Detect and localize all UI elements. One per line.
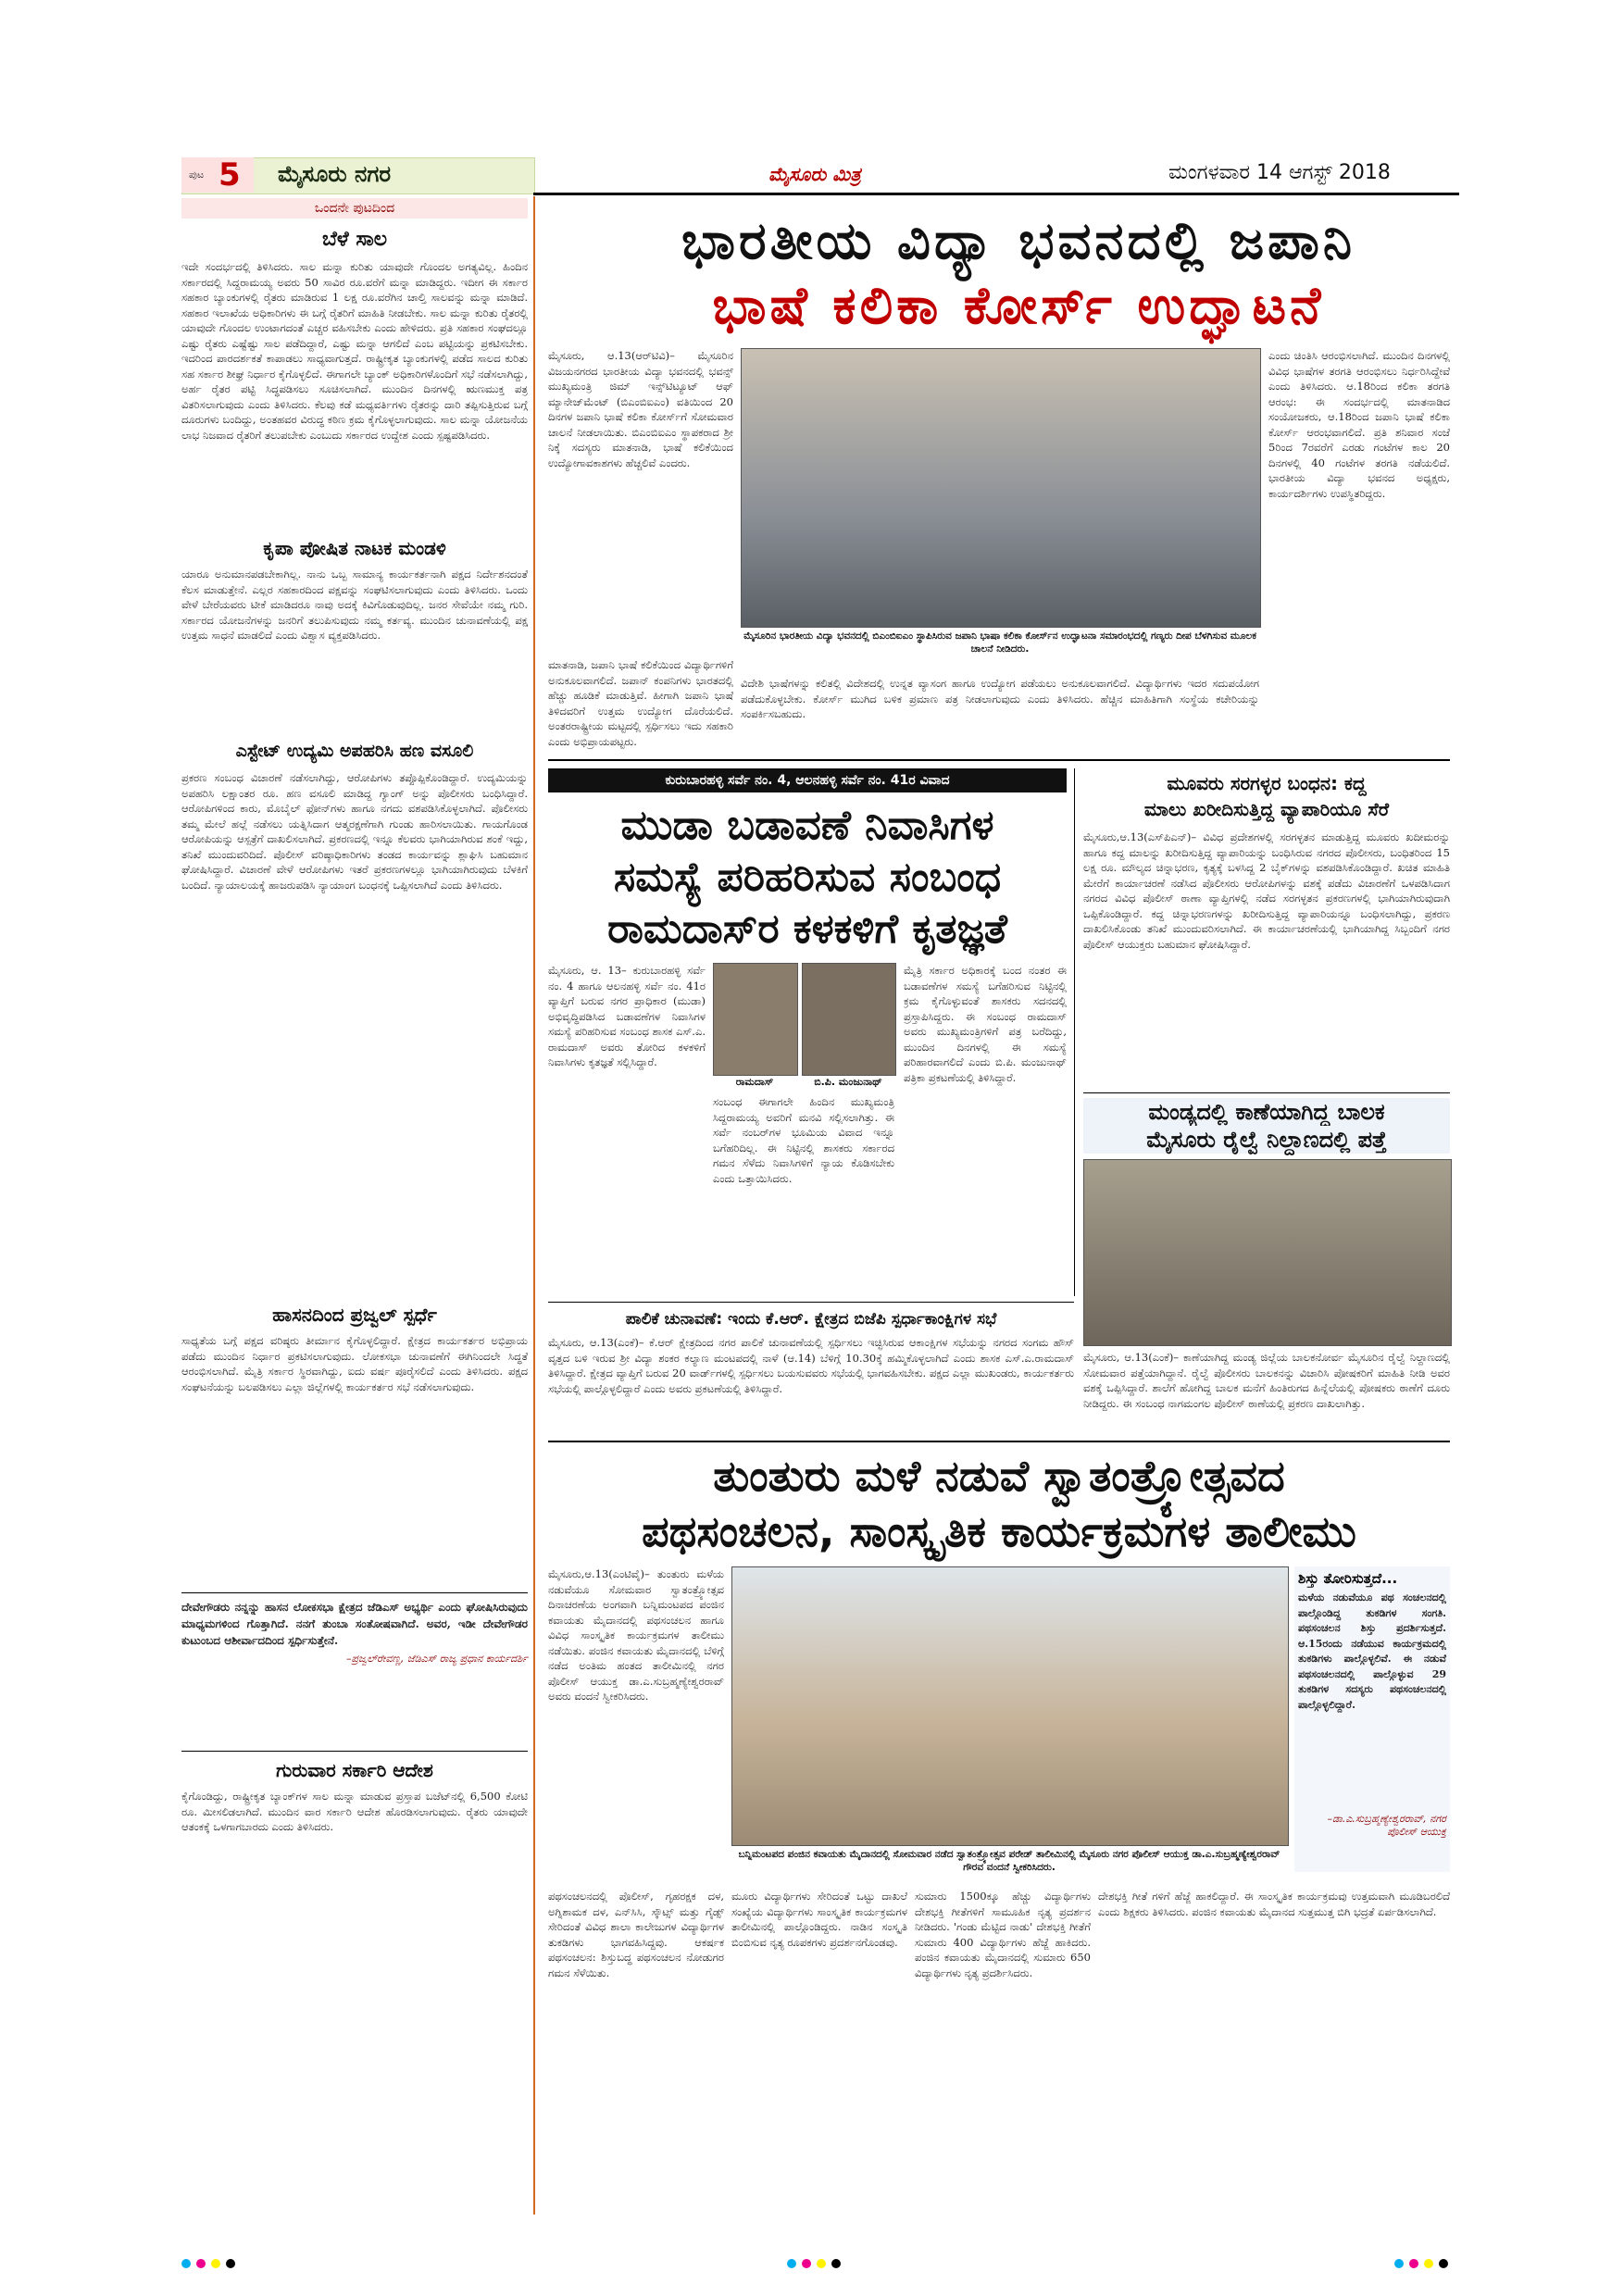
parade-body-col4: ಸುಮಾರು 1500ಕ್ಕೂ ಹೆಚ್ಚು ವಿದ್ಯಾರ್ಥಿಗಳು ದೇಶಭಕ್ತಿ ಗೀತೆಗಳಿಗೆ ಸಾಮೂಹಿಕ ನೃತ್ಯ ಪ್ರದರ್ಶನ ನೀಡಿದರು. 'ಗಂಡು ಮೆಟ್ಟಿದ ನಾಡು' ದೇಶಭಕ್ತಿ ಗೀತೆಗೆ ಸುಮಾರು 400 ವಿದ್ಯಾರ್ಥಿಗಳು ಹೆಜ್ಜೆ ಹಾಕಿದರು. ಪಂಜಿನ ಕವಾಯತು ಮೈದಾನದಲ್ಲಿ ಸುಮಾರು 650 ವಿದ್ಯಾರ್ಥಿಗಳು ನೃತ್ಯ ಪ್ರದರ್ಶಿಸಿದರು.: [915, 1890, 1091, 1979]
parade-sidebar-sign: –ಡಾ.ಎ.ಸುಬ್ರಹ್ಮಣ್ಯೇಶ್ವರರಾವ್, ನಗರ ಪೊಲೀಸ್ ಆಯುಕ್ತ: [1327, 1813, 1446, 1838]
story-body-estate: ಪ್ರಕರಣ ಸಂಬಂಧ ವಿಚಾರಣೆ ನಡೆಸಲಾಗಿದ್ದು, ಆರೋಪಿಗಳು ತಪ್ಪೊಪ್ಪಿಕೊಂಡಿದ್ದಾರೆ. ಉದ್ಯಮಿಯನ್ನು ಅಪಹರಿಸಿ ಲಕ್ಷಾಂತರ ರೂ. ಹಣ ವಸೂಲಿ ಮಾಡಿದ್ದ ಗ್ಯಾಂಗ್ ಅನ್ನು ಪೊಲೀಸರು ಬಂಧಿಸಿದ್ದಾರೆ. ಆರೋಪಿಗಳಿಂದ ಕಾರು, ಮೊಬೈಲ್ ಫೋನ್‌ಗಳು ಹಾಗೂ ನಗದು ವಶಪಡಿಸಿಕೊಳ್ಳಲಾಗಿದೆ. ಪೊಲೀಸರು ತಮ್ಮ ಮೇಲೆ ಹಲ್ಲೆ ನಡೆಸಲು ಯತ್ನಿಸಿದಾಗ ಆತ್ಮರಕ್ಷಣೆಗಾಗಿ ಗುಂಡು ಹಾರಿಸಲಾಯಿತು. ಗಾಯಗೊಂಡ ಆರೋಪಿಯನ್ನು ಆಸ್ಪತ್ರೆಗೆ ದಾಖಲಿಸಲಾಗಿದೆ. ಪ್ರಕರಣದಲ್ಲಿ ಇನ್ನೂ ಕೆಲವರು ಭಾಗಿಯಾಗಿರುವ ಶಂಕೆ ಇದ್ದು, ತನಿಖೆ ಮುಂದುವರಿದಿದೆ. ಪೊಲೀಸ್ ವರಿಷ್ಠಾಧಿಕಾರಿಗಳು ತಂಡದ ಕಾರ್ಯವನ್ನು ಶ್ಲಾಘಿಸಿ ಬಹುಮಾನ ಘೋಷಿಸಿದ್ದಾರೆ. ವಿಚಾರಣೆ ವೇಳೆ ಆರೋಪಿಗಳು ಇತರೆ ಪ್ರಕರಣಗಳಲ್ಲೂ ಭಾಗಿಯಾಗಿರುವುದು ಬೆಳಕಿಗೆ ಬಂದಿದೆ. ನ್ಯಾಯಾಲಯಕ್ಕೆ ಹಾಜರುಪಡಿಸಿ ನ್ಯಾಯಾಂಗ ಬಂಧನಕ್ಕೆ ಒಪ್ಪಿಸಲಾಗಿದೆ ಎಂದು ತಿಳಿಸಿದರು.: [181, 771, 528, 892]
muda-kicker: ಕುರುಬಾರಹಳ್ಳಿ ಸರ್ವೆ ನಂ. 4, ಆಲನಹಳ್ಳಿ ಸರ್ವೆ ನಂ. 41ರ ವಿವಾದ: [548, 768, 1067, 792]
issue-date: ಮಂಗಳವಾರ 14 ಆಗಸ್ಟ್ 2018: [1168, 161, 1391, 184]
story-title-bele-saala: ಬೆಳೆ ಸಾಲ: [321, 228, 388, 251]
boy-headline-line2: ಮೈಸೂರು ರೈಲ್ವೆ ನಿಲ್ದಾಣದಲ್ಲಿ ಪತ್ತೆ: [1083, 1126, 1450, 1154]
story-title-prajwal: ಹಾಸನದಿಂದ ಪ್ರಜ್ವಲ್ ಸ್ಪರ್ಧೆ: [272, 1304, 437, 1326]
ramadas-photo-label: ರಾಮದಾಸ್: [735, 1076, 774, 1088]
story-body-government-order: ಕೈಗೊಂಡಿದ್ದು, ರಾಷ್ಟ್ರೀಕೃತ ಬ್ಯಾಂಕ್‌ಗಳ ಸಾಲ ಮನ್ನಾ ಮಾಡುವ ಪ್ರಸ್ತಾಪ ಬಜೆಟ್‌ನಲ್ಲಿ 6,500 ಕೋಟಿ ರೂ. ಮೀಸಲಿಡಲಾಗಿದೆ. ಮುಂದಿನ ವಾರ ಸರ್ಕಾರಿ ಆದೇಶ ಹೊರಡಿಸಲಾಗುವುದು. ರೈತರು ಯಾವುದೇ ಆತಂಕಕ್ಕೆ ಒಳಗಾಗಬಾರದು ಎಂದು ತಿಳಿಸಿದರು.: [181, 1790, 528, 1833]
story-title-nataka: ಕೃಪಾ ಪೋಷಿತ ನಾಟಕ ಮಂಡಳಿ: [263, 537, 446, 559]
boy-body: ಮೈಸೂರು, ಆ.13(ಎಂಕೆ)– ಕಾಣೆಯಾಗಿದ್ದ ಮಂಡ್ಯ ಜಿಲ್ಲೆಯ ಬಾಲಕನೋರ್ವ ಮೈಸೂರಿನ ರೈಲ್ವೆ ನಿಲ್ದಾಣದಲ್ಲಿ ಸೋಮವಾರ ಪತ್ತೆಯಾಗಿದ್ದಾನೆ. ರೈಲ್ವೆ ಪೊಲೀಸರು ಬಾಲಕನನ್ನು ವಿಚಾರಿಸಿ ಪೋಷಕರಿಗೆ ಮಾಹಿತಿ ನೀಡಿ ಅವರ ವಶಕ್ಕೆ ಒಪ್ಪಿಸಿದ್ದಾರೆ. ಶಾಲೆಗೆ ಹೋಗಿದ್ದ ಬಾಲಕ ಮನೆಗೆ ಹಿಂತಿರುಗದ ಹಿನ್ನೆಲೆಯಲ್ಲಿ ಪೋಷಕರು ಠಾಣೆಗೆ ದೂರು ನೀಡಿದ್ದರು. ಈ ಸಂಬಂಧ ನಾಗಮಂಗಲ ಪೊಲೀಸ್ ಠಾಣೆಯಲ್ಲಿ ಪ್ರಕರಣ ದಾಖಲಾಗಿತ್ತು.: [1083, 1351, 1450, 1410]
registration-dot-yellow-right: [1424, 2259, 1433, 2268]
registration-dot-yellow-mid: [817, 2259, 826, 2268]
quote-text: ದೇವೇಗೌಡರು ನನ್ನನ್ನು ಹಾಸನ ಲೋಕಸಭಾ ಕ್ಷೇತ್ರದ ಜೆಡಿಎಸ್ ಅಭ್ಯರ್ಥಿ ಎಂದು ಘೋಷಿಸಿರುವುದು ಮಾಧ್ಯಮಗಳಿಂದ ಗೊತ್ತಾಗಿದೆ. ನನಗೆ ತುಂಬಾ ಸಂತೋಷವಾಗಿದೆ. ಅವರ, ಇಡೀ ದೇವೇಗೌಡರ ಕುಟುಂಬದ ಆಶೀರ್ವಾದದಿಂದ ಸ್ಪರ್ಧಿಸುತ್ತೇನೆ.: [181, 1601, 528, 1647]
bjp-top-rule: [548, 1302, 1074, 1303]
parade-sidebar: [1294, 1566, 1450, 1872]
muda-headline-line2: ಸಮಸ್ಯೆ ಪರಿಹರಿಸುವ ಸಂಬಂಧ: [613, 854, 1002, 901]
registration-dot-yellow: [211, 2259, 220, 2268]
parade-sidebar-title: ಶಿಸ್ತು ತೋರಿಸುತ್ತದೆ...: [1298, 1570, 1398, 1587]
story-body-nataka: ಯಾರೂ ಅನುಮಾನಪಡಬೇಕಾಗಿಲ್ಲ. ನಾನು ಒಬ್ಬ ಸಾಮಾನ್ಯ ಕಾರ್ಯಕರ್ತನಾಗಿ ಪಕ್ಷದ ನಿರ್ದೇಶನದಂತೆ ಕೆಲಸ ಮಾಡುತ್ತೇನೆ. ಎಲ್ಲರ ಸಹಕಾರದಿಂದ ಪಕ್ಷವನ್ನು ಸಂಘಟಿಸಲಾಗುವುದು ಎಂದು ತಿಳಿಸಿದರು. ಒಂದು ವೇಳೆ ಬೇರೆಯವರು ಟೀಕೆ ಮಾಡಿದರೂ ನಾವು ಅದಕ್ಕೆ ಕಿವಿಗೊಡುವುದಿಲ್ಲ. ಜನರ ಸೇವೆಯೇ ನಮ್ಮ ಗುರಿ. ಸರ್ಕಾರದ ಯೋಜನೆಗಳನ್ನು ಜನರಿಗೆ ತಲುಪಿಸುವುದು ನಮ್ಮ ಕರ್ತವ್ಯ. ಮುಂದಿನ ಚುನಾವಣೆಯಲ್ಲಿ ಪಕ್ಷ ಉತ್ತಮ ಸಾಧನೆ ಮಾಡಲಿದೆ ಎಂದು ವಿಶ್ವಾಸ ವ್ಯಕ್ತಪಡಿಸಿದರು.: [181, 568, 528, 642]
section-title: ಮೈಸೂರು ನಗರ: [278, 161, 392, 187]
parade-sidebar-body: ಮಳೆಯ ನಡುವೆಯೂ ಪಥ ಸಂಚಲನದಲ್ಲಿ ಪಾಲ್ಗೊಂಡಿದ್ದ ತುಕಡಿಗಳ ಸಂಗತಿ. ಪಥಸಂಚಲನ ಶಿಸ್ತು ಪ್ರದರ್ಶಿಸುತ್ತದೆ. ಆ.15ರಂದು ನಡೆಯುವ ಕಾರ್ಯಕ್ರಮದಲ್ಲಿ ತುಕಡಿಗಳು ಪಾಲ್ಗೊಳ್ಳಲಿವೆ. ಈ ನಡುವೆ ಪಥಸಂಚಲನದಲ್ಲಿ ಪಾಲ್ಗೊಳ್ಳುವ 29 ತುಕಡಿಗಳ ಸದಸ್ಯರು ಪಥಸಂಚಲನದಲ್ಲಿ ಪಾಲ್ಗೊಳ್ಳಲಿದ್ದಾರೆ.: [1298, 1591, 1446, 1711]
muda-body-col1: ಮೈಸೂರು, ಆ. 13– ಕುರುಬಾರಹಳ್ಳಿ ಸರ್ವೆ ನಂ. 4 ಹಾಗೂ ಆಲನಹಳ್ಳಿ ಸರ್ವೆ ನಂ. 41ರ ವ್ಯಾಪ್ತಿಗೆ ಬರುವ ನಗರ ಪ್ರಾಧಿಕಾರ (ಮುಡಾ) ಅಭಿವೃದ್ಧಿಪಡಿಸಿದ ಬಡಾವಣೆಗಳ ನಿವಾಸಿಗಳ ಸಮಸ್ಯೆ ಪರಿಹರಿಸುವ ಸಂಬಂಧ ಶಾಸಕ ಎಸ್.ಎ. ರಾಮದಾಸ್ ಅವರು ತೋರಿದ ಕಳಕಳಿಗೆ ನಿವಾಸಿಗಳು ಕೃತಜ್ಞತೆ ಸಲ್ಲಿಸಿದ್ದಾರೆ.: [548, 964, 706, 1068]
continued-label: ಒಂದನೇ ಪುಟದಿಂದ: [181, 198, 528, 218]
parade-photo: [731, 1566, 1289, 1846]
page-label: ಪುಟ: [189, 168, 205, 181]
story-title-estate: ಎಸ್ಟೇಟ್ ಉದ್ಯಮಿ ಅಪಹರಿಸಿ ಹಣ ವಸೂಲಿ: [235, 741, 474, 761]
muda-divider: [1074, 768, 1075, 1296]
story-body-bele-saala: ಇದೇ ಸಂದರ್ಭದಲ್ಲಿ ತಿಳಿಸಿದರು. ಸಾಲ ಮನ್ನಾ ಕುರಿತು ಯಾವುದೇ ಗೊಂದಲ ಅಗತ್ಯವಿಲ್ಲ. ಹಿಂದಿನ ಸರ್ಕಾರದಲ್ಲಿ ಸಿದ್ದರಾಮಯ್ಯ ಅವರು 50 ಸಾವಿರ ರೂ.ವರೆಗೆ ಮನ್ನಾ ಮಾಡಿದ್ದರು. ಇದೀಗ ಈ ಸರ್ಕಾರ ಸಹಕಾರ ಬ್ಯಾಂಕುಗಳಲ್ಲಿ ರೈತರು ಮಾಡಿರುವ 1 ಲಕ್ಷ ರೂ.ವರೆಗಿನ ಚಾಲ್ತಿ ಸಾಲವನ್ನು ಮನ್ನಾ ಮಾಡಿದೆ. ಸಹಕಾರ ಇಲಾಖೆಯ ಅಧಿಕಾರಿಗಳು ಈ ಬಗ್ಗೆ ರೈತರಿಗೆ ಮಾಹಿತಿ ನೀಡಬೇಕು. ಸಾಲ ಮನ್ನಾ ಕುರಿತು ರೈತರಲ್ಲಿ ಯಾವುದೇ ಗೊಂದಲ ಉಂಟಾಗದಂತೆ ಎಚ್ಚರ ವಹಿಸಬೇಕು ಎಂದು ಹೇಳಿದರು. ಪ್ರತಿ ಸಹಕಾರ ಸಂಘದಲ್ಲೂ ಎಷ್ಟು ರೈತರು ಎಷ್ಟೆಷ್ಟು ಸಾಲ ಪಡೆದಿದ್ದಾರೆ, ಎಷ್ಟು ಮನ್ನಾ ಆಗಲಿದೆ ಎಂಬ ಪಟ್ಟಿಯನ್ನು ಪ್ರಕಟಿಸಬೇಕು. ಇದರಿಂದ ಪಾರದರ್ಶಕತೆ ಕಾಪಾಡಲು ಸಾಧ್ಯವಾಗುತ್ತದೆ. ರಾಷ್ಟ್ರೀಕೃತ ಬ್ಯಾಂಕುಗಳಲ್ಲಿ ಪಡೆದ ಸಾಲದ ಕುರಿತು ಸಹ ಸರ್ಕಾರ ಶೀಘ್ರ ನಿರ್ಧಾರ ಕೈಗೊಳ್ಳಲಿದೆ. ಈಗಾಗಲೇ ಬ್ಯಾಂಕ್ ಅಧಿಕಾರಿಗಳೊಂದಿಗೆ ಸಭೆ ನಡೆಸಲಾಗಿದ್ದು, ಅರ್ಹ ರೈತರ ಪಟ್ಟಿ ಸಿದ್ಧಪಡಿಸಲು ಸೂಚಿಸಲಾಗಿದೆ. ಮುಂದಿನ ದಿನಗಳಲ್ಲಿ ಋಣಮುಕ್ತ ಪತ್ರ ವಿತರಿಸಲಾಗುವುದು ಎಂದು ತಿಳಿಸಿದರು. ಕೆಲವು ಕಡೆ ಮಧ್ಯವರ್ತಿಗಳು ರೈತರನ್ನು ದಾರಿ ತಪ್ಪಿಸುತ್ತಿರುವ ಬಗ್ಗೆ ದೂರುಗಳು ಬಂದಿದ್ದು, ಅಂತಹವರ ವಿರುದ್ಧ ಕಠಿಣ ಕ್ರಮ ಕೈಗೊಳ್ಳಲಾಗುವುದು. ಸಾಲ ಮನ್ನಾ ಯೋಜನೆಯ ಲಾಭ ನಿಜವಾದ ರೈತರಿಗೆ ತಲುಪಬೇಕು ಎಂಬುದು ಸರ್ಕಾರದ ಉದ್ದೇಶ ಎಂದು ಸ್ಪಷ್ಟಪಡಿಸಿದರು.: [181, 260, 528, 442]
registration-dot-magenta-right: [1409, 2259, 1418, 2268]
parade-body-col2: ಪಥಸಂಚಲನದಲ್ಲಿ ಪೊಲೀಸ್, ಗೃಹರಕ್ಷಕ ದಳ, ಅಗ್ನಿಶಾಮಕ ದಳ, ಎನ್‌ಸಿಸಿ, ಸ್ಕೌಟ್ಸ್ ಮತ್ತು ಗೈಡ್ಸ್ ಸೇರಿದಂತೆ ವಿವಿಧ ಶಾಲಾ ಕಾಲೇಜುಗಳ ವಿದ್ಯಾರ್ಥಿಗಳ ತುಕಡಿಗಳು ಭಾಗವಹಿಸಿದ್ದವು. ಆಕರ್ಷಕ ಪಥಸಂಚಲನ: ಶಿಸ್ತುಬದ್ಧ ಪಥಸಂಚಲನ ನೋಡುಗರ ಗಮನ ಸೆಳೆಯಿತು.: [548, 1890, 724, 1979]
parade-top-rule: [548, 1441, 1450, 1442]
top-story-col3: ಎಂದು ಚಿಂತಿಸಿ ಆರಂಭಿಸಲಾಗಿದೆ. ಮುಂದಿನ ದಿನಗಳಲ್ಲಿ ವಿವಿಧ ಭಾಷೆಗಳ ತರಗತಿ ಆರಂಭಿಸಲು ನಿರ್ಧರಿಸಿದ್ದೇವೆ ಎಂದು ತಿಳಿಸಿದರು. ಆ.18ರಿಂದ ಕಲಿಕಾ ತರಗತಿ ಆರಂಭ: ಈ ಸಂದರ್ಭದಲ್ಲಿ ಮಾತನಾಡಿದ ಸಂಯೋಜಕರು, ಆ.18ರಿಂದ ಜಪಾನಿ ಭಾಷೆ ಕಲಿಕಾ ಕೋರ್ಸ್ ಆರಂಭವಾಗಲಿದೆ. ಪ್ರತಿ ಶನಿವಾರ ಸಂಜೆ 5ರಿಂದ 7ರವರೆಗೆ ಎರಡು ಗಂಟೆಗಳ ಕಾಲ 20 ದಿನಗಳಲ್ಲಿ 40 ಗಂಟೆಗಳ ತರಗತಿ ನಡೆಯಲಿದೆ. ಭಾರತೀಯ ವಿದ್ಯಾ ಭವನದ ಅಧ್ಯಕ್ಷರು, ಕಾರ್ಯದರ್ಶಿಗಳು ಉಪಸ್ಥಿತರಿದ್ದರು.: [1268, 349, 1450, 500]
arrest-body: ಮೈಸೂರು,ಆ.13(ಎಸ್‌ಪಿಎನ್)– ವಿವಿಧ ಪ್ರದೇಶಗಳಲ್ಲಿ ಸರಗಳ್ಳತನ ಮಾಡುತ್ತಿದ್ದ ಮೂವರು ಖದೀಮರನ್ನು ಹಾಗೂ ಕದ್ದ ಮಾಲನ್ನು ಖರೀದಿಸುತ್ತಿದ್ದ ವ್ಯಾಪಾರಿಯನ್ನು ಬಂಧಿಸಿರುವ ನಗರದ ಪೊಲೀಸರು, ಬಂಧಿತರಿಂದ 15 ಲಕ್ಷ ರೂ. ಮೌಲ್ಯದ ಚಿನ್ನಾಭರಣ, ಕೃತ್ಯಕ್ಕೆ ಬಳಸಿದ್ದ 2 ಬೈಕ್‌ಗಳನ್ನು ವಶಪಡಿಸಿಕೊಂಡಿದ್ದಾರೆ. ಖಚಿತ ಮಾಹಿತಿ ಮೇರೆಗೆ ಕಾರ್ಯಾಚರಣೆ ನಡೆಸಿದ ಪೊಲೀಸರು ಆರೋಪಿಗಳನ್ನು ವಶಕ್ಕೆ ಪಡೆದು ವಿಚಾರಣೆಗೆ ಒಳಪಡಿಸಿದಾಗ ನಗರದ ವಿವಿಧ ಪೊಲೀಸ್ ಠಾಣಾ ವ್ಯಾಪ್ತಿಗಳಲ್ಲಿ ನಡೆದ ಸರಗಳ್ಳತನ ಪ್ರಕರಣಗಳಲ್ಲಿ ಭಾಗಿಯಾಗಿರುವುದಾಗಿ ಒಪ್ಪಿಕೊಂಡಿದ್ದಾರೆ. ಕದ್ದ ಚಿನ್ನಾಭರಣಗಳನ್ನು ಖರೀದಿಸುತ್ತಿದ್ದ ವ್ಯಾಪಾರಿಯನ್ನೂ ಬಂಧಿಸಲಾಗಿದ್ದು, ಪ್ರಕರಣ ದಾಖಲಿಸಿಕೊಂಡು ತನಿಖೆ ಮುಂದುವರಿಸಲಾಗಿದೆ. ಈ ಕಾರ್ಯಾಚರಣೆಯಲ್ಲಿ ಭಾಗಿಯಾಗಿದ್ದ ಸಿಬ್ಬಂದಿಗೆ ನಗರ ಪೊಲೀಸ್ ಆಯುಕ್ತರು ಬಹುಮಾನ ಘೋಷಿಸಿದ್ದಾರೆ.: [1083, 830, 1450, 951]
top-story-rule: [548, 759, 1450, 761]
top-headline-line2: ಭಾಷೆ ಕಲಿಕಾ ಕೋರ್ಸ್ ಉದ್ಘಾಟನೆ: [712, 276, 1325, 336]
parade-body-col3: ಮೂರು ವಿದ್ಯಾರ್ಥಿಗಳು ಸೇರಿದಂತೆ ಒಟ್ಟು ದಾಖಲೆ ಸಂಖ್ಯೆಯ ವಿದ್ಯಾರ್ಥಿಗಳು ಸಾಂಸ್ಕೃತಿಕ ಕಾರ್ಯಕ್ರಮಗಳ ತಾಲೀಮಿನಲ್ಲಿ ಪಾಲ್ಗೊಂಡಿದ್ದರು. ನಾಡಿನ ಸಂಸ್ಕೃತಿ ಬಿಂಬಿಸುವ ನೃತ್ಯ ರೂಪಕಗಳು ಪ್ರದರ್ಶನಗೊಂಡವು.: [731, 1890, 907, 1949]
boy-headline-line1: ಮಂಡ್ಯದಲ್ಲಿ ಕಾಣೆಯಾಗಿದ್ದ ಬಾಲಕ: [1083, 1098, 1450, 1126]
manjunath-photo-label: ಬಿ.ಪಿ. ಮಂಜುನಾಥ್: [814, 1076, 882, 1088]
parade-headline-line1: ತುಂತುರು ಮಳೆ ನಡುವೆ ಸ್ವಾತಂತ್ರ್ಯೋತ್ಸವದ: [713, 1451, 1285, 1501]
top-story-photo: [741, 348, 1261, 628]
muda-headline-line3: ರಾಮದಾಸ್‌ರ ಕಳಕಳಿಗೆ ಕೃತಜ್ಞತೆ: [607, 905, 1007, 953]
muda-body-col3: ಮೈತ್ರಿ ಸರ್ಕಾರ ಅಧಿಕಾರಕ್ಕೆ ಬಂದ ನಂತರ ಈ ಬಡಾವಣೆಗಳ ಸಮಸ್ಯೆ ಬಗೆಹರಿಸುವ ನಿಟ್ಟಿನಲ್ಲಿ ಕ್ರಮ ಕೈಗೊಳ್ಳುವಂತೆ ಶಾಸಕರು ಸದನದಲ್ಲಿ ಪ್ರಸ್ತಾಪಿಸಿದ್ದರು. ಈ ಸಂಬಂಧ ರಾಮದಾಸ್ ಅವರು ಮುಖ್ಯಮಂತ್ರಿಗಳಿಗೆ ಪತ್ರ ಬರೆದಿದ್ದು, ಮುಂದಿನ ದಿನಗಳಲ್ಲಿ ಈ ಸಮಸ್ಯೆ ಪರಿಹಾರವಾಗಲಿದೆ ಎಂದು ಬಿ.ಪಿ. ಮಂಜುನಾಥ್ ಪತ್ರಿಕಾ ಪ್ರಕಟಣೆಯಲ್ಲಿ ತಿಳಿಸಿದ್ದಾರೆ.: [904, 964, 1067, 1084]
manjunath-photo: [802, 963, 896, 1076]
registration-dot-magenta: [196, 2259, 206, 2268]
registration-dot-cyan: [181, 2259, 191, 2268]
parade-body-col1: ಮೈಸೂರು,ಆ.13(ಎಂಟಿವೈ)– ತುಂತುರು ಮಳೆಯ ನಡುವೆಯೂ ಸೋಮವಾರ ಸ್ವಾತಂತ್ರ್ಯೋತ್ಸವ ದಿನಾಚರಣೆಯ ಅಂಗವಾಗಿ ಬನ್ನಿಮಂಟಪದ ಪಂಜಿನ ಕವಾಯತು ಮೈದಾನದಲ್ಲಿ ಪಥಸಂಚಲನ ಹಾಗೂ ವಿವಿಧ ಸಾಂಸ್ಕೃತಿಕ ಕಾರ್ಯಕ್ರಮಗಳ ತಾಲೀಮು ನಡೆಯಿತು. ಪಂಜಿನ ಕವಾಯತು ಮೈದಾನದಲ್ಲಿ ಬೆಳಿಗ್ಗೆ ನಡೆದ ಅಂತಿಮ ಹಂತದ ತಾಲೀಮಿನಲ್ಲಿ ನಗರ ಪೊಲೀಸ್ ಆಯುಕ್ತ ಡಾ.ಎ.ಸುಬ್ರಹ್ಮಣ್ಯೇಶ್ವರರಾವ್ ಅವರು ವಂದನೆ ಸ್ವೀಕರಿಸಿದರು.: [548, 1567, 724, 1703]
arrest-rule: [1083, 1092, 1450, 1093]
arrest-headline-line1: ಮೂವರು ಸರಗಳ್ಳರ ಬಂಧನ: ಕದ್ದ: [1167, 772, 1367, 794]
registration-dot-black: [226, 2259, 235, 2268]
boy-story-photo: [1083, 1159, 1452, 1346]
header-rule: [533, 193, 1459, 195]
bjp-headline: ಪಾಲಿಕೆ ಚುನಾವಣೆ: ಇಂದು ಕೆ.ಆರ್. ಕ್ಷೇತ್ರದ ಬಿಜೆಪಿ ಸ್ಪರ್ಧಾಕಾಂಕ್ಷಿಗಳ ಸಭೆ: [625, 1310, 997, 1329]
parade-headline-line2: ಪಥಸಂಚಲನ, ಸಾಂಸ್ಕೃತಿಕ ಕಾರ್ಯಕ್ರಮಗಳ ತಾಲೀಮು: [642, 1506, 1356, 1556]
quote-box: [181, 1592, 528, 1752]
story-title-government-order: ಗುರುವಾರ ಸರ್ಕಾರಿ ಆದೇಶ: [276, 1759, 433, 1781]
muda-body-col2: ಸಂಬಂಧ ಈಗಾಗಲೇ ಹಿಂದಿನ ಮುಖ್ಯಮಂತ್ರಿ ಸಿದ್ದರಾಮಯ್ಯ ಅವರಿಗೆ ಮನವಿ ಸಲ್ಲಿಸಲಾಗಿತ್ತು. ಈ ಸರ್ವೆ ನಂಬರ್‌ಗಳ ಭೂಮಿಯ ವಿವಾದ ಇನ್ನೂ ಬಗೆಹರಿದಿಲ್ಲ. ಈ ನಿಟ್ಟಿನಲ್ಲಿ ಶಾಸಕರು ಸರ್ಕಾರದ ಗಮನ ಸೆಳೆದು ನಿವಾಸಿಗಳಿಗೆ ನ್ಯಾಯ ಕೊಡಿಸಬೇಕು ಎಂದು ಒತ್ತಾಯಿಸಿದರು.: [713, 1095, 894, 1185]
parade-photo-caption: ಬನ್ನಿಮಂಟಪದ ಪಂಜಿನ ಕವಾಯತು ಮೈದಾನದಲ್ಲಿ ಸೋಮವಾರ ನಡೆದ ಸ್ವಾತಂತ್ರ್ಯೋತ್ಸವ ಪರೇಡ್ ತಾಲೀಮಿನಲ್ಲಿ ಮೈಸೂರು ನಗರ ಪೊಲೀಸ್ ಆಯುಕ್ತ ಡಾ.ಎ.ಸುಬ್ರಹ್ಮಣ್ಯೇಶ್ವರರಾವ್ ಗೌರವ ವಂದನೆ ಸ್ವೀಕರಿಸಿದರು.: [738, 1849, 1280, 1873]
column-divider: [533, 196, 535, 2215]
registration-dot-cyan-right: [1394, 2259, 1404, 2268]
top-story-col1: ಮೈಸೂರು, ಆ.13(ಆರ್‌ಟಿವಿ)– ಮೈಸೂರಿನ ವಿಜಯನಗರದ ಭಾರತೀಯ ವಿದ್ಯಾ ಭವನದಲ್ಲಿ ಭವನ್ಸ್ ಮುಖ್ಯಮಂತ್ರಿ ಜಿಮ್ ಇನ್ಸ್‌ಟಿಟ್ಯೂಟ್ ಆಫ್ ಮ್ಯಾನೇಜ್‌ಮೆಂಟ್ (ಬಿಎಂಬಿಐಎಂ) ವತಿಯಿಂದ 20 ದಿನಗಳ ಜಪಾನಿ ಭಾಷೆ ಕಲಿಕಾ ಕೋರ್ಸ್‌ಗೆ ಸೋಮವಾರ ಚಾಲನೆ ನೀಡಲಾಯಿತು. ಬಿಎಂಬಿಐಎಂ ಸ್ಥಾಪಕರಾದ ಶ್ರೀ ನಿಕ್ಕೆ ಸದಸ್ಯರು ಮಾತನಾಡಿ, ಭಾಷೆ ಕಲಿಕೆಯಿಂದ ಉದ್ಯೋಗಾವಕಾಶಗಳು ಹೆಚ್ಚಲಿವೆ ಎಂದರು.: [548, 349, 733, 469]
registration-dot-cyan-mid: [787, 2259, 796, 2268]
ramadas-photo: [713, 963, 798, 1076]
arrest-headline-line2: ಮಾಲು ಖರೀದಿಸುತ್ತಿದ್ದ ವ್ಯಾಪಾರಿಯೂ ಸೆರೆ: [1143, 798, 1390, 820]
registration-dot-black-mid: [831, 2259, 841, 2268]
bjp-body: ಮೈಸೂರು, ಆ.13(ಎಂಕೆ)– ಕೆ.ಆರ್ ಕ್ಷೇತ್ರದಿಂದ ನಗರ ಪಾಲಿಕೆ ಚುನಾವಣೆಯಲ್ಲಿ ಸ್ಪರ್ಧಿಸಲು ಇಚ್ಛಿಸಿರುವ ಆಕಾಂಕ್ಷಿಗಳ ಸಭೆಯನ್ನು ನಗರದ ಸಂಗಮ ಹೌಸ್ ವೃತ್ತದ ಬಳಿ ಇರುವ ಶ್ರೀ ವಿದ್ಯಾ ಶಂಕರ ಕಲ್ಯಾಣ ಮಂಟಪದಲ್ಲಿ ನಾಳೆ (ಆ.14) ಬೆಳಿಗ್ಗೆ 10.30ಕ್ಕೆ ಹಮ್ಮಿಕೊಳ್ಳಲಾಗಿದೆ ಎಂದು ಶಾಸಕ ಎಸ್.ಎ.ರಾಮದಾಸ್ ತಿಳಿಸಿದ್ದಾರೆ. ಕ್ಷೇತ್ರದ ವ್ಯಾಪ್ತಿಗೆ ಬರುವ 20 ವಾರ್ಡ್‌ಗಳಲ್ಲಿ ಸ್ಪರ್ಧಿಸಲು ಬಯಸುವವರು ಸಭೆಯಲ್ಲಿ ಭಾಗವಹಿಸಬೇಕು. ಪಕ್ಷದ ಎಲ್ಲಾ ಮುಖಂಡರು, ಕಾರ್ಯಕರ್ತರು ಸಭೆಯಲ್ಲಿ ಪಾಲ್ಗೊಳ್ಳಲಿದ್ದಾರೆ ಎಂದು ಅವರು ಪ್ರಕಟಣೆಯಲ್ಲಿ ತಿಳಿಸಿದ್ದಾರೆ.: [548, 1336, 1074, 1395]
quote-signature: –ಪ್ರಜ್ವಲ್‌ರೇವಣ್ಣ, ಜೆಡಿಎಸ್ ರಾಜ್ಯ ಪ್ರಧಾನ ಕಾರ್ಯದರ್ಶಿ: [345, 1653, 528, 1665]
registration-dot-black-right: [1439, 2259, 1448, 2268]
top-headline-line1: ಭಾರತೀಯ ವಿದ್ಯಾ ಭವನದಲ್ಲಿ ಜಪಾನಿ: [681, 211, 1355, 271]
story-body-prajwal: ಸಾಧ್ಯತೆಯ ಬಗ್ಗೆ ಪಕ್ಷದ ವರಿಷ್ಠರು ತೀರ್ಮಾನ ಕೈಗೊಳ್ಳಲಿದ್ದಾರೆ. ಕ್ಷೇತ್ರದ ಕಾರ್ಯಕರ್ತರ ಅಭಿಪ್ರಾಯ ಪಡೆದು ಮುಂದಿನ ನಿರ್ಧಾರ ಪ್ರಕಟಿಸಲಾಗುವುದು. ಲೋಕಸಭಾ ಚುನಾವಣೆಗೆ ಈಗಿನಿಂದಲೇ ಸಿದ್ಧತೆ ಆರಂಭಿಸಲಾಗಿದೆ. ಮೈತ್ರಿ ಸರ್ಕಾರ ಸ್ಥಿರವಾಗಿದ್ದು, ಐದು ವರ್ಷ ಪೂರೈಸಲಿದೆ ಎಂದು ತಿಳಿಸಿದರು. ಪಕ್ಷದ ಸಂಘಟನೆಯನ್ನು ಬಲಪಡಿಸಲು ಎಲ್ಲಾ ಜಿಲ್ಲೆಗಳಲ್ಲಿ ಕಾರ್ಯಕರ್ತರ ಸಭೆ ನಡೆಸಲಾಗುವುದು.: [181, 1334, 528, 1393]
top-story-lower: ವಿದೇಶಿ ಭಾಷೆಗಳನ್ನು ಕಲಿತಲ್ಲಿ ವಿದೇಶದಲ್ಲಿ ಉನ್ನತ ವ್ಯಾಸಂಗ ಹಾಗೂ ಉದ್ಯೋಗ ಪಡೆಯಲು ಅನುಕೂಲವಾಗಲಿದೆ. ವಿದ್ಯಾರ್ಥಿಗಳು ಇದರ ಸದುಪಯೋಗ ಪಡೆದುಕೊಳ್ಳಬೇಕು. ಕೋರ್ಸ್ ಮುಗಿದ ಬಳಿಕ ಪ್ರಮಾಣ ಪತ್ರ ನೀಡಲಾಗುವುದು ಎಂದು ತಿಳಿಸಿದರು. ಹೆಚ್ಚಿನ ಮಾಹಿತಿಗಾಗಿ ಸಂಸ್ಥೆಯ ಕಚೇರಿಯನ್ನು ಸಂಪರ್ಕಿಸಬಹುದು.: [741, 677, 1259, 720]
parade-body-col5: ದೇಶಭಕ್ತಿ ಗೀತೆ ಗಳಿಗೆ ಹೆಜ್ಜೆ ಹಾಕಲಿದ್ದಾರೆ. ಈ ಸಾಂಸ್ಕೃತಿಕ ಕಾರ್ಯಕ್ರಮವು ಉತ್ತಮವಾಗಿ ಮೂಡಿಬರಲಿದೆ ಎಂದು ಶಿಕ್ಷಕರು ತಿಳಿಸಿದರು. ಪಂಜಿನ ಕವಾಯತು ಮೈದಾನದ ಸುತ್ತಮುತ್ತ ಬಿಗಿ ಭದ್ರತೆ ಏರ್ಪಡಿಸಲಾಗಿದೆ.: [1098, 1890, 1450, 1918]
page-number: 5: [219, 156, 241, 193]
registration-dot-magenta-mid: [802, 2259, 811, 2268]
paper-logo: ಮೈಸೂರು ಮಿತ್ರ: [768, 163, 861, 185]
top-story-caption: ಮೈಸೂರಿನ ಭಾರತೀಯ ವಿದ್ಯಾ ಭವನದಲ್ಲಿ ಬಿಎಂಬಿಐಎಂ ಸ್ಥಾಪಿಸಿರುವ ಜಪಾನಿ ಭಾಷಾ ಕಲಿಕಾ ಕೋರ್ಸ್‌ನ ಉದ್ಘಾಟನಾ ಸಮಾರಂಭದಲ್ಲಿ ಗಣ್ಯರು ದೀಪ ಬೆಳಗಿಸುವ ಮೂಲಕ ಚಾಲನೆ ನೀಡಿದರು.: [743, 630, 1256, 655]
muda-headline-line1: ಮುಡಾ ಬಡಾವಣೆ ನಿವಾಸಿಗಳ: [620, 802, 994, 849]
top-story-col2: ಮಾತನಾಡಿ, ಜಪಾನಿ ಭಾಷೆ ಕಲಿಕೆಯಿಂದ ವಿದ್ಯಾರ್ಥಿಗಳಿಗೆ ಅನುಕೂಲವಾಗಲಿದೆ. ಜಪಾನ್ ಕಂಪನಿಗಳು ಭಾರತದಲ್ಲಿ ಹೆಚ್ಚು ಹೂಡಿಕೆ ಮಾಡುತ್ತಿವೆ. ಹೀಗಾಗಿ ಜಪಾನಿ ಭಾಷೆ ತಿಳಿದವರಿಗೆ ಉತ್ತಮ ಉದ್ಯೋಗ ದೊರೆಯಲಿದೆ. ಅಂತರರಾಷ್ಟ್ರೀಯ ಮಟ್ಟದಲ್ಲಿ ಸ್ಪರ್ಧಿಸಲು ಇದು ಸಹಕಾರಿ ಎಂದು ಅಭಿಪ್ರಾಯಪಟ್ಟರು.: [548, 658, 733, 748]
